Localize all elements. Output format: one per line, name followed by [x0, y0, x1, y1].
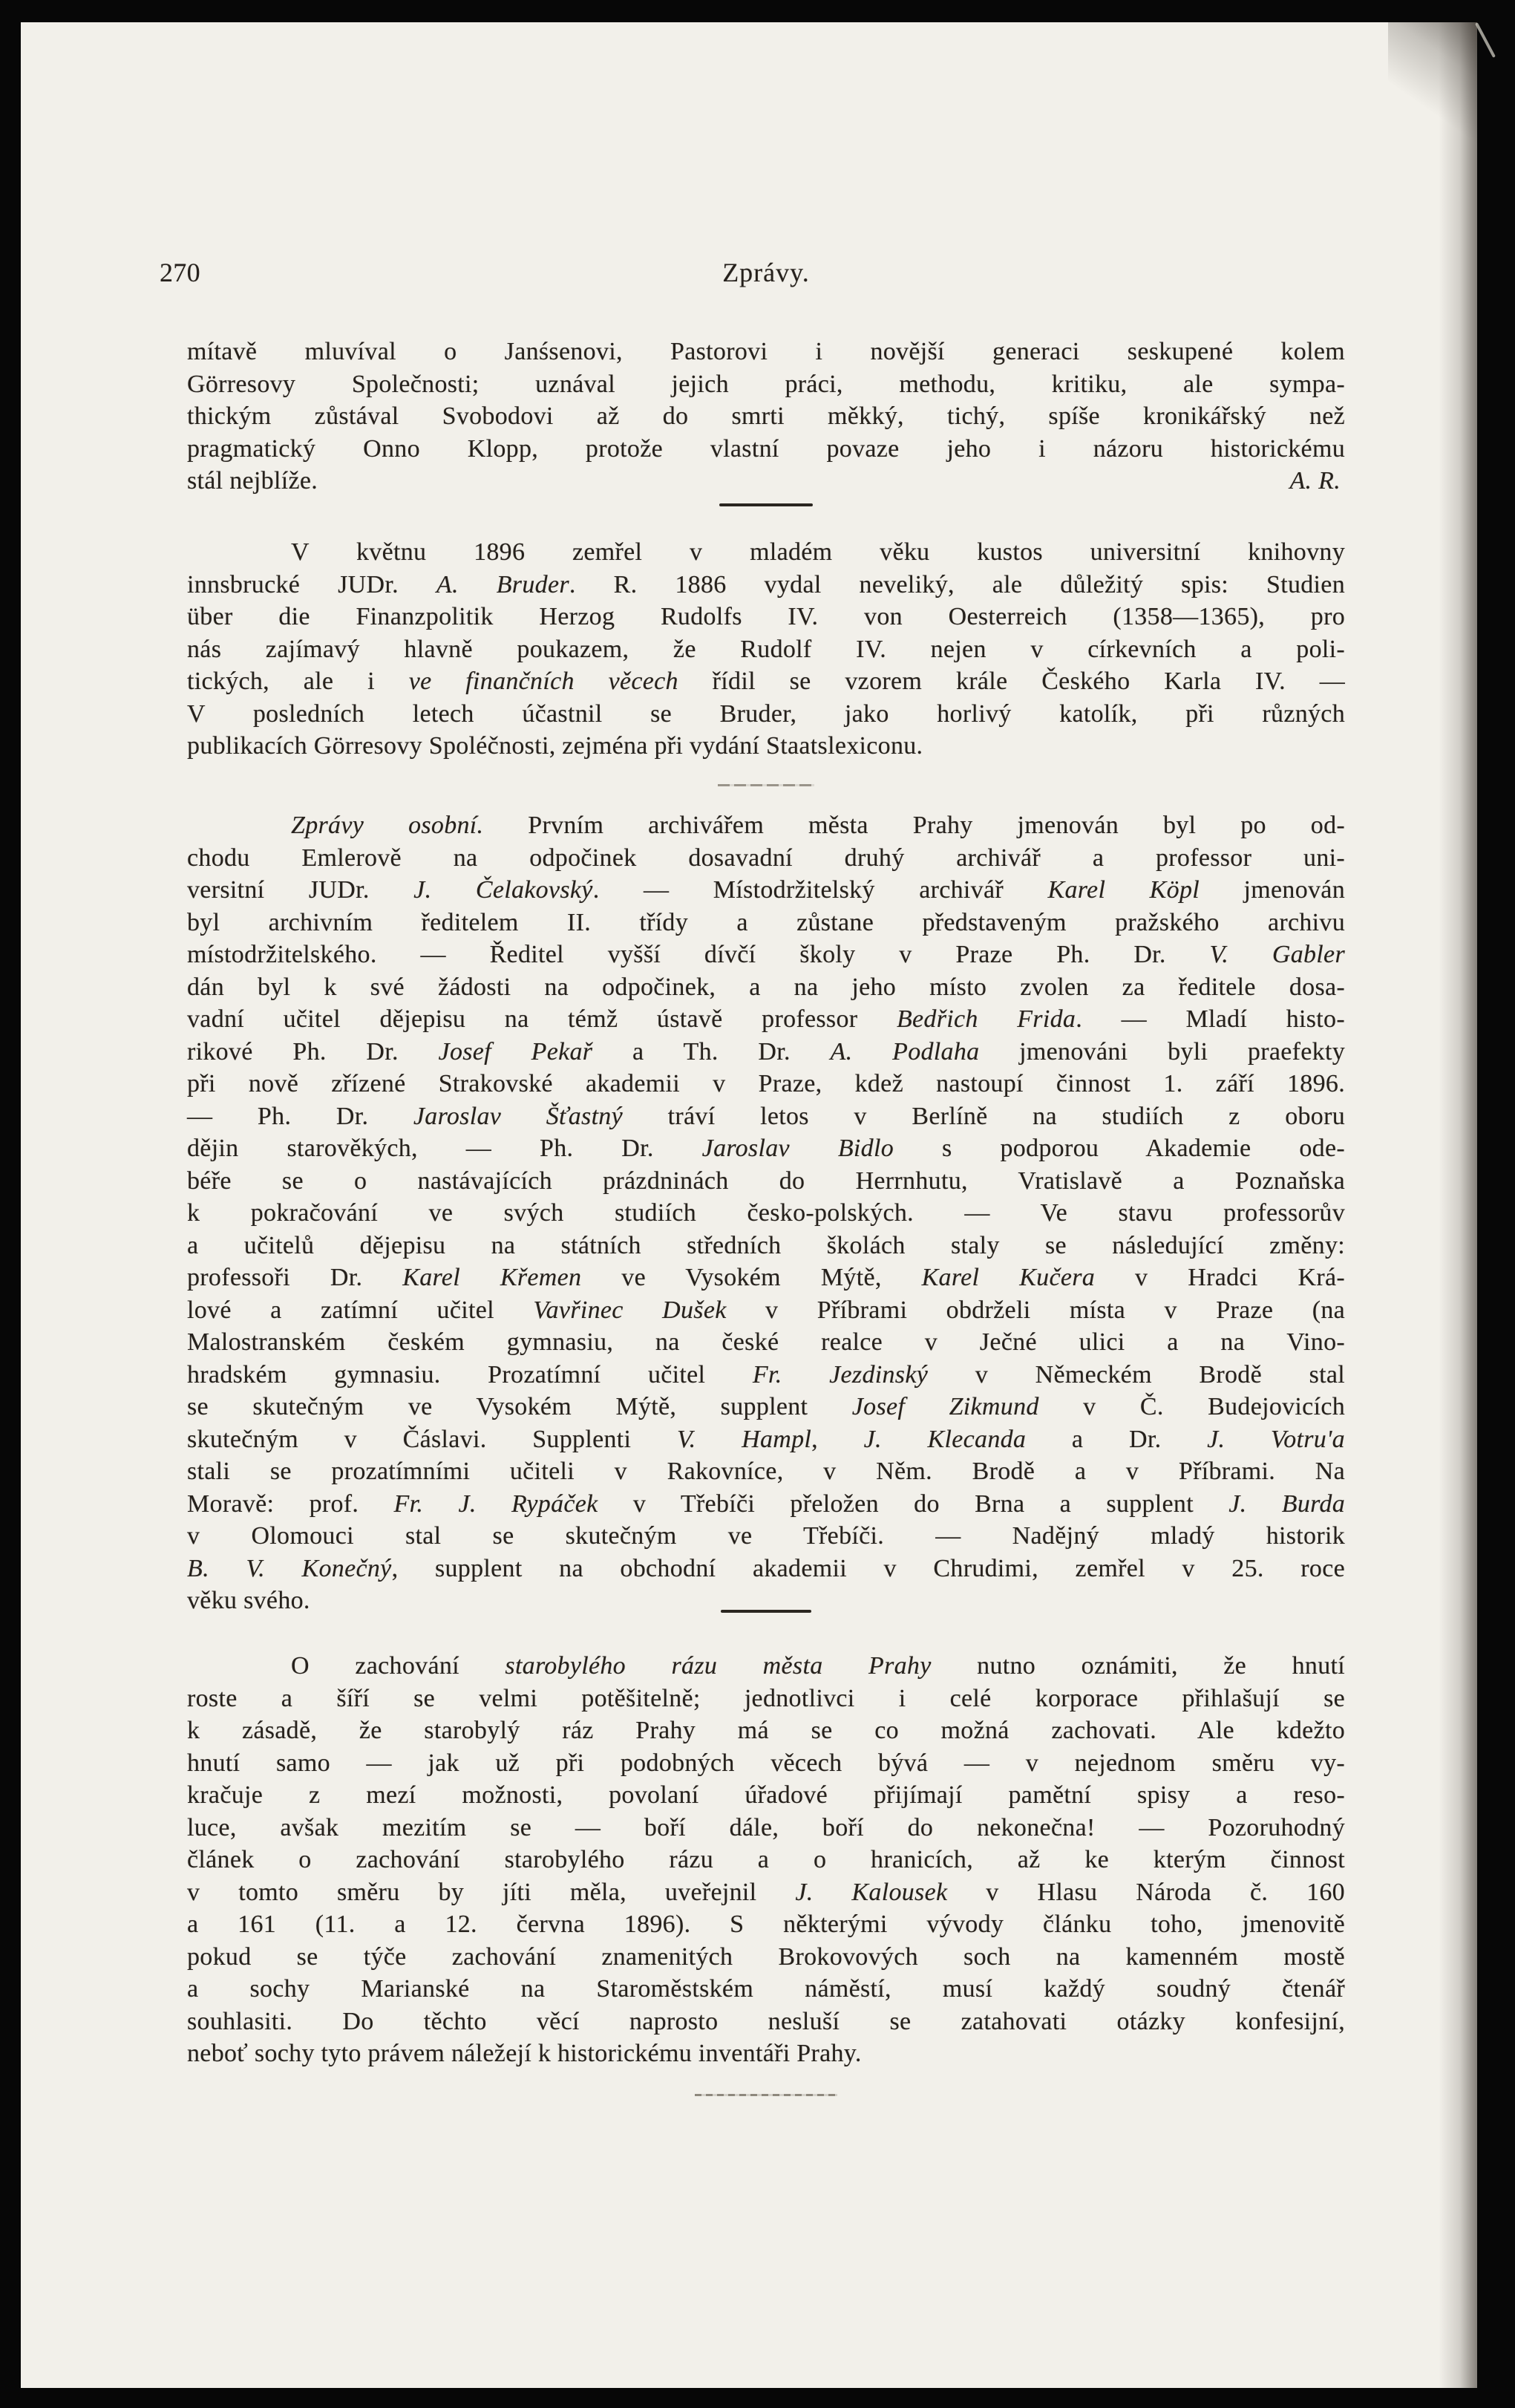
text-line: Malostranském českém gymnasiu, na české realce v Ječné ulici a na Vino-: [187, 1328, 1345, 1356]
paragraph-prague-preservation: [187, 1650, 1345, 2070]
text-line: Moravě: prof. Fr. J. Rypáček v Třebíči přeložen do Brna a supplent J. Burda: [187, 1489, 1345, 1518]
text-line: článek o zachování starobylého rázu a o hranicích, až ke kterým činnost: [187, 1846, 1345, 1873]
text-line: souhlasiti. Do těchto věcí naprosto nesluší se zatahovati otázky konfesijní,: [187, 2007, 1345, 2035]
paragraph-personal-news: [187, 809, 1345, 1617]
page-corner-edge-highlight: [1475, 22, 1496, 58]
text-line: pragmatický Onno Klopp, protože vlastní povaze jeho i názoru historickému: [187, 434, 1345, 463]
text-line: dějin starověkých, — Ph. Dr. Jaroslav Bidlo s podporou Akademie ode-: [187, 1135, 1345, 1162]
text-line: k zásadě, že starobylý ráz Prahy má se co možná zachovati. Ale kdežto: [187, 1717, 1345, 1744]
text-line: hradském gymnasiu. Prozatímní učitel Fr. Jezdinský v Německém Brodě stal: [187, 1360, 1346, 1389]
text-line: a 161 (11. a 12. června 1896). S některými vývody článku toho, jmenovitě: [187, 1911, 1345, 1938]
text-line: a učitelů dějepisu na státních středních školách staly se následující změny:: [187, 1231, 1345, 1259]
text-line: hnutí samo — jak už při podobných věcech bývá — v nejednom směru vy-: [187, 1749, 1345, 1777]
section-separator-rule-faint: [718, 784, 814, 786]
running-title: Zprávy.: [722, 258, 810, 287]
text-line: B. V. Konečný, supplent na obchodní akademii v Chrudimi, zemřel v 25. roce: [187, 1554, 1345, 1582]
section-separator-rule-faint: [695, 2094, 837, 2096]
text-line: byl archivním ředitelem II. třídy a zůstane představeným pražského archivu: [187, 908, 1345, 936]
paragraph-obituary-continuation: [187, 336, 1345, 497]
text-line: professoři Dr. Karel Křemen ve Vysokém Mýtě, Karel Kučera v Hradci Krá-: [187, 1264, 1345, 1291]
text-line: mítavě mluvíval o Janśsenovi, Pastorovi i novější generaci seskupené kolem: [187, 338, 1345, 365]
page-header: [160, 257, 1345, 290]
text-line: roste a šíří se velmi potěšitelně; jednotlivci i celé korporace přihlašují se: [187, 1684, 1345, 1712]
text-line: innsbrucké JUDr. A. Bruder. R. 1886 vydal neveliký, ale důležitý spis: Studien: [187, 570, 1345, 598]
text-line: vadní učitel dějepisu na témž ústavě professor Bedřich Frida. — Mladí histo-: [187, 1005, 1345, 1033]
text-line: v Olomouci stal se skutečným ve Třebíči. — Nadějný mladý historik: [187, 1522, 1345, 1550]
text-line: věku svého.: [187, 1587, 310, 1614]
section-separator-rule: [721, 1610, 811, 1613]
text-line: neboť sochy tyto právem náležejí k historickému inventáři Prahy.: [187, 2040, 862, 2067]
text-line: při nově zřízené Strakovské akademii v Praze, kdež nastoupí činnost 1. září 1896.: [187, 1070, 1345, 1097]
text-line: nás zajímavý hlavně poukazem, že Rudolf IV. nejen v církevních a poli-: [187, 635, 1345, 663]
text-line: Görresovy Společnosti; uznával jejich práci, methodu, kritiku, ale sympa-: [187, 370, 1345, 398]
page-edge-shadow: [1439, 22, 1477, 2388]
scanned-page: [21, 22, 1477, 2388]
text-line: lové a zatímní učitel Vavřinec Dušek v Příbrami obdrželi místa v Praze (na: [187, 1296, 1346, 1324]
text-line: béře se o nastávajících prázdninách do Herrnhutu, Vratislavě a Poznaňska: [187, 1167, 1345, 1195]
text-line: a sochy Marianské na Staroměstském náměstí, musí každý soudný čtenář: [187, 1975, 1345, 2003]
text-line: kračuje z mezí možnosti, povolaní úřadové přijímají pamětní spisy a reso-: [187, 1781, 1345, 1809]
text-line: V posledních letech účastnil se Bruder, jako horlivý katolík, při různých: [187, 699, 1345, 728]
text-line: pokud se týče zachování znamenitých Brokovových soch na kamenném mostě: [187, 1942, 1345, 1971]
text-line: Zprávy osobní. Prvním archivářem města Prahy jmenován byl po od-: [291, 812, 1346, 839]
text-line: thickým zůstával Svobodovi až do smrti měkký, tichý, spíše kronikářský než: [187, 402, 1345, 430]
text-line: V květnu 1896 zemřel v mladém věku kustos universitní knihovny: [291, 538, 1345, 566]
text-line: se skutečným ve Vysokém Mýtě, supplent Josef Zikmund v Č. Budejovicích: [187, 1393, 1346, 1420]
page-number: 270: [160, 258, 200, 287]
paragraph-bruder-obituary: [187, 536, 1345, 763]
text-line: O zachování starobylého rázu města Prahy nutno oznámiti, že hnutí: [291, 1652, 1345, 1680]
text-line: — Ph. Dr. Jaroslav Šťastný tráví letos v Berlíně na studiích z oboru: [187, 1102, 1346, 1130]
text-line: místodržitelského. — Ředitel vyšší dívčí školy v Praze Ph. Dr. V. Gabler: [187, 941, 1345, 968]
page-corner-fold: [1388, 22, 1477, 163]
section-separator-rule: [719, 503, 813, 506]
text-line: luce, avšak mezitím se — boří dále, boří do nekonečna! — Pozoruhodný: [187, 1813, 1345, 1841]
text-line: rikové Ph. Dr. Josef Pekař a Th. Dr. A. Podlaha jmenováni byli praefekty: [187, 1037, 1345, 1066]
text-line: stál nejblíže. A. R.: [187, 467, 1341, 495]
text-line: v tomto směru by jíti měla, uveřejnil J. Kalousek v Hlasu Národa č. 160: [187, 1878, 1345, 1906]
text-line: über die Finanzpolitik Herzog Rudolfs IV. von Oesterreich (1358—1365), pro: [187, 603, 1345, 630]
text-line: skutečným v Čáslavi. Supplenti V. Hampl, J. Klecanda a Dr. J. Votru'a: [187, 1425, 1345, 1453]
text-line: k pokračování ve svých studiích česko-polských. — Ve stavu professorův: [187, 1199, 1345, 1227]
text-line: versitní JUDr. J. Čelakovský. — Místodržitelský archivář Karel Köpl jmenován: [187, 876, 1345, 904]
text-line: chodu Emlerově na odpočinek dosavadní druhý archivář a professor uni-: [187, 844, 1345, 872]
text-line: dán byl k své žádosti na odpočinek, a na jeho místo zvolen za ředitele dosa-: [187, 973, 1345, 1001]
text-line: tických, ale i ve finančních věcech řídil se vzorem krále Českého Karla IV. —: [187, 668, 1346, 695]
text-line: publikacích Görresovy Spoléčnosti, zejména při vydání Staatslexiconu.: [187, 732, 923, 760]
text-line: stali se prozatímními učiteli v Rakovníce, v Něm. Brodě a v Příbrami. Na: [187, 1458, 1345, 1485]
